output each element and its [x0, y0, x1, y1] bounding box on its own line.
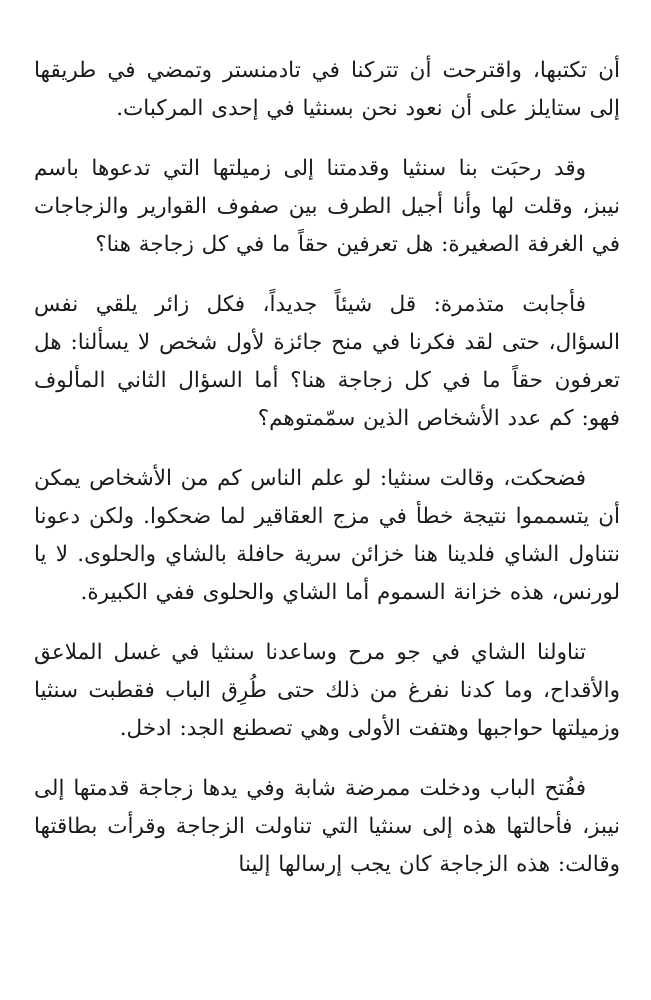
paragraph-6: ففُتح الباب ودخلت ممرضة شابة وفي يدها زجاجة قدمتها إلى نيبز، فأحالتها هذه إلى سنثيا التي تناولت الزجاجة وقرأت بطاقتها وقالت: هذه الزجاجة كان يجب إرسالها إلينا [34, 776, 620, 877]
paragraph-1: أن تكتبها، واقترحت أن تتركنا في تادمنستر وتمضي في طريقها إلى ستايلز على أن نعود نحن بسنثيا في إحدى المركبات. [34, 58, 620, 121]
paragraph-2: وقد رحبَت بنا سنثيا وقدمتنا إلى زميلتها التي تدعوها باسم نيبز، وقلت لها وأنا أجيل الطرف بين صفوف القوارير والزجاجات في الغرفة الصغيرة: هل تعرفين حقاً ما في كل زجاجة هنا؟ [34, 156, 620, 257]
paragraph-3: فأجابت متذمرة: قل شيئاً جديداً، فكل زائر يلقي نفس السؤال، حتى لقد فكرنا في منح جائزة لأول شخص لا يسألنا: هل تعرفون حقاً ما في كل زجاجة هنا؟ أما السؤال الثاني المألوف فهو: كم عدد الأشخاص الذين سمّمتوهم؟ [34, 292, 620, 431]
book-page [34, 52, 620, 1000]
paragraph-5: تناولنا الشاي في جو مرح وساعدنا سنثيا في غسل الملاعق والأقداح، وما كدنا نفرغ من ذلك حتى طُرِق الباب فقطبت سنثيا وزميلتها حواجبها وهتفت الأولى وهي تصطنع الجد: ادخل. [34, 640, 620, 741]
paragraph-4: فضحكت، وقالت سنثيا: لو علم الناس كم من الأشخاص يمكن أن يتسمموا نتيجة خطأ في مزج العقاقير لما ضحكوا. ولكن دعونا نتناول الشاي فلدينا هنا خزائن سرية حافلة بالشاي والحلوى. لا يا لورنس، هذه خزانة السموم أما الشاي والحلوى ففي الكبيرة. [34, 466, 620, 605]
